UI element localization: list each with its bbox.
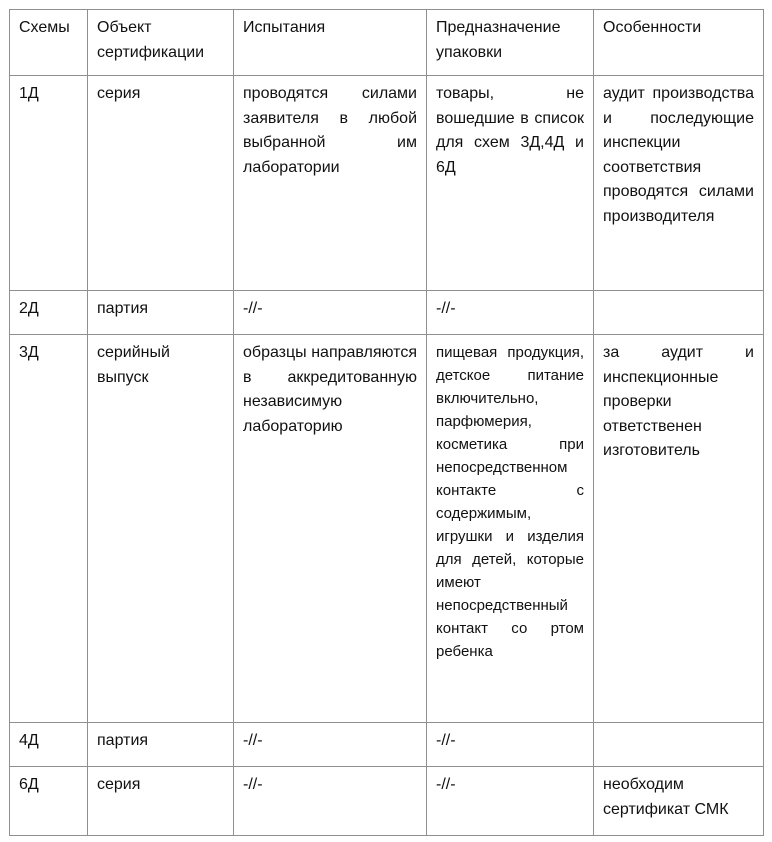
table-cell: партия — [88, 291, 234, 335]
table-cell: проводятся силами заявителя в любой выбранной им лаборатории — [234, 76, 427, 291]
table-cell: -//- — [234, 767, 427, 836]
table-cell: -//- — [427, 767, 594, 836]
table-row — [10, 335, 764, 723]
table-cell: аудит производства и последующие инспекции соответствия проводятся силами производителя — [594, 76, 764, 291]
table-cell: серия — [88, 767, 234, 836]
table-row — [10, 723, 764, 767]
table-cell: -//- — [234, 291, 427, 335]
table-cell: 2Д — [10, 291, 88, 335]
table-cell: серия — [88, 76, 234, 291]
table-cell: пищевая продукция, детское питание включительно, парфюмерия, косметика при непосредственном контакте с содержимым, игрушки и изделия для детей, которые имеют непосредственный контакт со ртом ребенка — [427, 335, 594, 723]
header-cell: Предназначение упаковки — [427, 10, 594, 76]
table-cell: товары, не вошедшие в список для схем 3Д,4Д и 6Д — [427, 76, 594, 291]
table-row — [10, 291, 764, 335]
table-cell: -//- — [234, 723, 427, 767]
table-cell: 1Д — [10, 76, 88, 291]
table-header-row — [10, 10, 764, 76]
header-cell: Особенности — [594, 10, 764, 76]
table-cell: -//- — [427, 291, 594, 335]
table-cell: за аудит и инспекционные проверки ответственен изготовитель — [594, 335, 764, 723]
table-row — [10, 767, 764, 836]
table-cell — [594, 723, 764, 767]
header-cell: Объект сертификации — [88, 10, 234, 76]
table-cell: 4Д — [10, 723, 88, 767]
table-cell: 3Д — [10, 335, 88, 723]
header-cell: Испытания — [234, 10, 427, 76]
table-cell — [594, 291, 764, 335]
table-row — [10, 76, 764, 291]
header-cell: Схемы — [10, 10, 88, 76]
table-cell: партия — [88, 723, 234, 767]
certification-schemes-table — [9, 9, 764, 836]
table-cell: -//- — [427, 723, 594, 767]
table-cell: образцы направляются в аккредитованную независимую лабораторию — [234, 335, 427, 723]
table-cell: серийный выпуск — [88, 335, 234, 723]
table-cell: 6Д — [10, 767, 88, 836]
table-cell: необходим сертификат СМК — [594, 767, 764, 836]
